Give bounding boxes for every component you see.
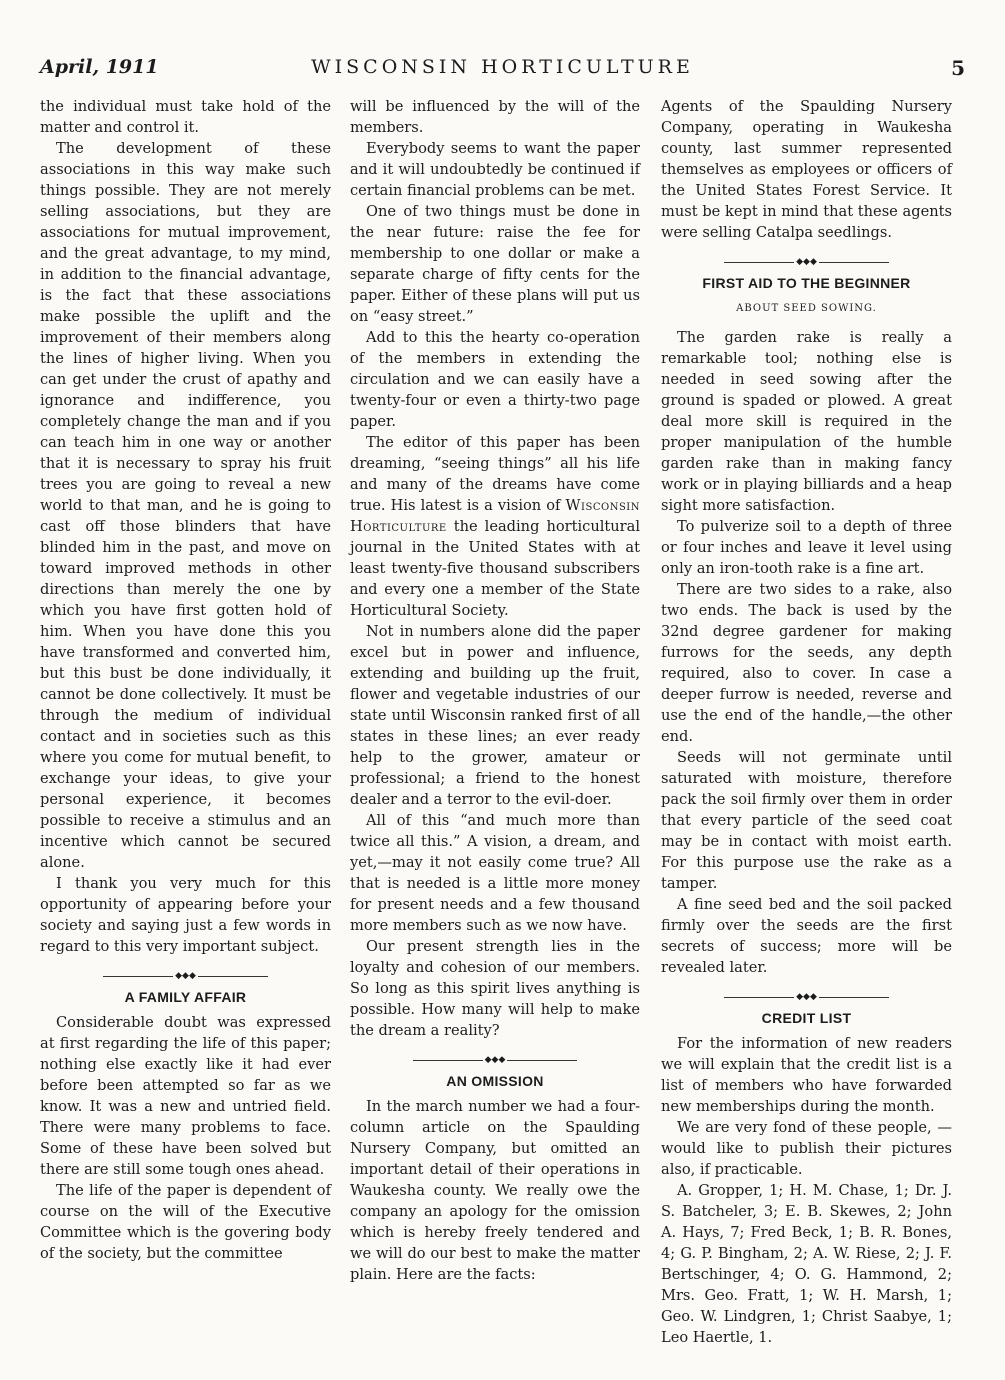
paragraph: A fine seed bed and the soil packed firmly over the seeds are the first secrets of success; more will be revealed later.: [661, 896, 952, 976]
issue-date: April, 1911: [40, 56, 159, 78]
credit-list-names: A. Gropper, 1; H. M. Chase, 1; Dr. J. S. Batcheler, 3; E. B. Skewes, 2; John A. Hays, 7; Fred Beck, 1; B. R. Bones, 4; G. P. Bingham, 2; A. W. Riese, 2; J. F. Bertschinger, 4; O. G. Hammond, 2; Mrs. Geo. Fratt, 1; W. H. Marsh, 1; Geo. W. Lindgren, 1; Christ Saabye, 1; Leo Haertle, 1.: [661, 1182, 952, 1346]
page-header: [40, 56, 965, 84]
paragraph: To pulverize soil to a depth of three or four inches and leave it level using only an iron-tooth rake is a fine art.: [661, 518, 952, 577]
paragraph: One of two things must be done in the near future: raise the fee for membership to one dollar or make a separate charge of fifty cents for the paper. Either of these plans will put us on “easy street.”: [350, 203, 640, 325]
paragraph: Seeds will not germinate until saturated with moisture, therefore pack the soil firmly over them in order that every particle of the seed coat may be in contact with moist earth. For this purpose use the rake as a tamper.: [661, 749, 952, 892]
paragraph: All of this “and much more than twice all this.” A vision, a dream, and yet,—may it not easily come true? All that is needed is a little more money for present needs and a few thousand more members such as we now have.: [350, 812, 640, 934]
paragraph: Everybody seems to want the paper and it will undoubtedly be continued if certain financial problems can be met.: [350, 140, 640, 199]
section-divider: ◆◆◆: [40, 965, 331, 977]
paragraph: Considerable doubt was expressed at first regarding the life of this paper; nothing else exactly like it had ever before been attempted so far as we know. It was a new and untried field. There were many problems to face. Some of these have been solved but there are still some tough ones ahead.: [40, 1014, 331, 1178]
paragraph: The garden rake is really a remarkable tool; nothing else is needed in seed sowing after the ground is spaded or plowed. A great deal more skill is required in the proper manipulation of the humble garden rake than in making fancy work or in playing billiards and a heap sight more satisfaction.: [661, 329, 952, 514]
paragraph: Our present strength lies in the loyalty and cohesion of our members. So long as this spirit lives anything is possible. How many will help to make the dream a reality?: [350, 938, 640, 1039]
section-divider: ◆◆◆: [350, 1049, 640, 1061]
column-2: [350, 96, 640, 1285]
journal-title: WISCONSIN HORTICULTURE: [311, 56, 694, 78]
paragraph: Not in numbers alone did the paper excel but in power and influence, extending and building up the fruit, flower and vegetable industries of our state until Wisconsin ranked first of all states in these lines; an ever ready help to the grower, amateur or professional; a friend to the honest dealer and a terror to the evil-doer.: [350, 623, 640, 808]
paragraph: In the march number we had a four-column article on the Spaulding Nursery Company, but omitted an important detail of their operations in Waukesha county. We really owe the company an apology for the omission which is hereby freely tendered and we will do our best to make the matter plain. Here are the facts:: [350, 1098, 640, 1283]
text-run: the leading horticultural journal in the United States with at least twenty-five thousand subscribers and every one a member of the State Horticultural Society.: [350, 518, 640, 619]
paragraph: The development of these associations in this way make such things possible. They are not merely selling associations, but they are associations for mutual improvement, and the great advantage, to my mind, in addition to the financial advantage, is the fact that these associations make possible the uplift and the improvement of their members along the lines of higher living. When you can get under the crust of apathy and ignorance and indifference, you completely change the man and if you can teach him in one way or another that it is necessary to spray his fruit trees you are going to reveal a new world to that man, and he is going to cast off those blinders that have blinded him in the past, and move on toward improved methods in other directions than merely the one by which you have first gotten hold of him. When you have done this you have transformed and converted him, but this bust be done individually, it cannot be done collectively. It must be through the medium of individual contact and in societies such as this where you come for mutual benefit, to exchange your ideas, to give your personal experience, it becomes possible to receive a stimulus and an incentive which cannot be secured alone.: [40, 140, 331, 871]
heading-omission: AN OMISSION: [446, 1073, 544, 1089]
column-3: [661, 96, 952, 1348]
paragraph: The life of the paper is dependent of course on the will of the Executive Committee which is the govering body of the society, but the committee: [40, 1182, 331, 1262]
paragraph: Agents of the Spaulding Nursery Company, operating in Waukesha county, last summer represented themselves as employees or officers of the United States Forest Service. It must be kept in mind that these agents were selling Catalpa seedlings.: [661, 98, 952, 241]
paragraph: There are two sides to a rake, also two ends. The back is used by the 32nd degree gardener for making furrows for the seeds, any depth required, also to cover. In case a deeper furrow is needed, reverse and use the end of the handle,—the other end.: [661, 581, 952, 745]
page-number: 5: [951, 56, 965, 80]
section-divider: ◆◆◆: [661, 986, 952, 998]
heading-credit-list: CREDIT LIST: [761, 1010, 852, 1026]
paragraph: the individual must take hold of the matter and control it.: [40, 98, 331, 136]
column-1: [40, 96, 331, 1264]
heading-family-affair: A FAMILY AFFAIR: [124, 989, 247, 1005]
paragraph: Add to this the hearty co-operation of the members in extending the circulation and we can easily have a twenty-four or even a thirty-two page paper.: [350, 329, 640, 430]
paragraph: [350, 432, 640, 621]
paragraph: We are very fond of these people, —would like to publish their pictures also, if practicable.: [661, 1119, 952, 1178]
section-divider: ◆◆◆: [661, 251, 952, 263]
paragraph: I thank you very much for this opportunity of appearing before your society and saying just a few words in regard to this very important subject.: [40, 875, 331, 955]
journal-name: Wisconsin Horticulture: [350, 497, 640, 535]
paragraph: For the information of new readers we will explain that the credit list is a list of members who have forwarded new memberships during the month.: [661, 1035, 952, 1115]
paragraph: will be influenced by the will of the members.: [350, 98, 640, 136]
heading-first-aid: FIRST AID TO THE BEGINNER: [702, 275, 911, 291]
text-run: The editor of this paper has been dreaming, “seeing things” all his life and many of the dreams have come true. His latest is a vision of: [350, 434, 640, 514]
subheading-seed-sowing: ABOUT SEED SOWING.: [736, 303, 877, 314]
